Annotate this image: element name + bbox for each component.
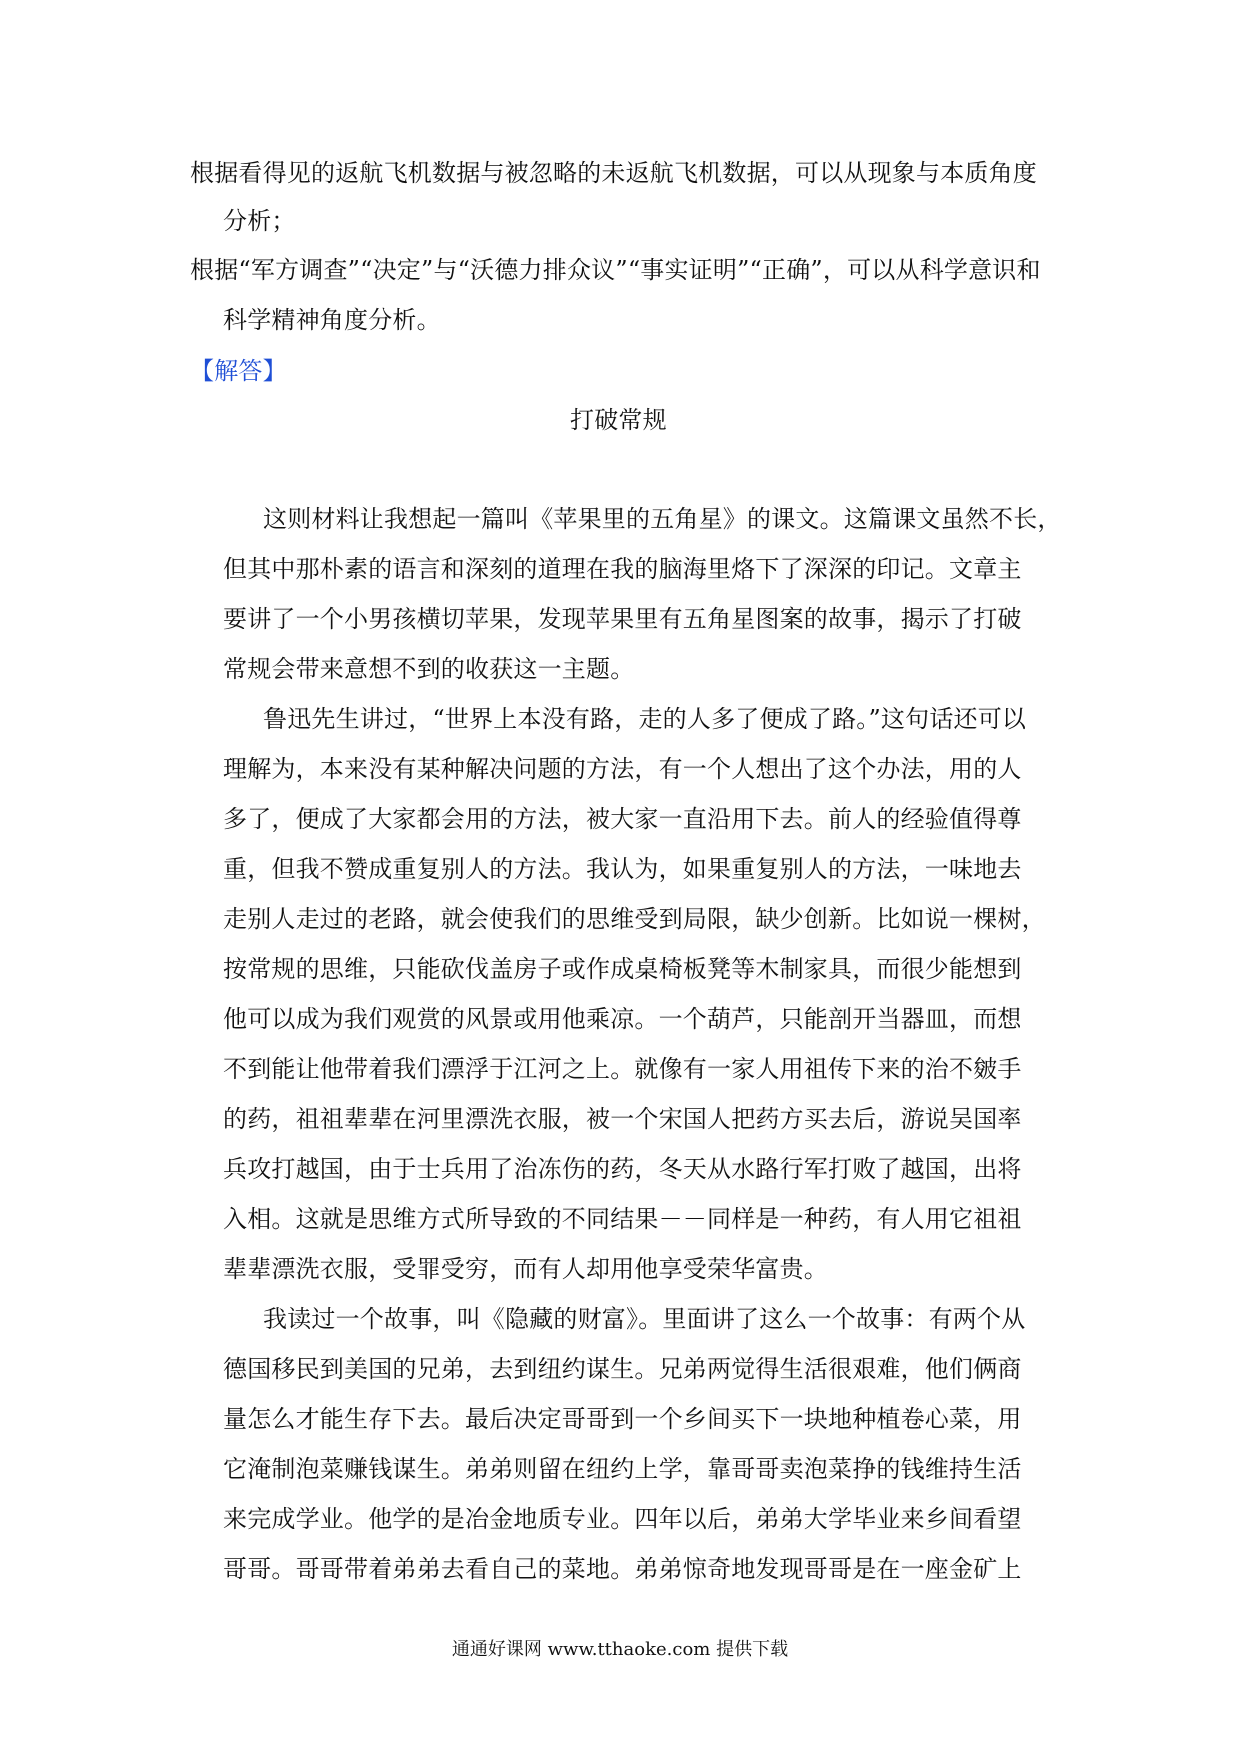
essay-paragraph-2-line-4: 重，但我不赞成重复别人的方法。我认为，如果重复别人的方法，一味地去: [223, 855, 1022, 883]
essay-paragraph-2-line-8: 不到能让他带着我们漂浮于江河之上。就像有一家人用祖传下来的治不皴手: [223, 1055, 1022, 1083]
essay-paragraph-2-line-6: 按常规的思维，只能砍伐盖房子或作成桌椅板凳等木制家具，而很少能想到: [223, 955, 1022, 983]
essay-title: 打破常规: [570, 406, 667, 434]
essay-paragraph-3-line-3: 量怎么才能生存下去。最后决定哥哥到一个乡间买下一块地种植卷心菜，用: [223, 1405, 1022, 1433]
footer-text: 通通好课网 www.tthaoke.com 提供下载: [451, 1639, 789, 1660]
essay-paragraph-2-line-5: 走别人走过的老路，就会使我们的思维受到局限，缺少创新。比如说一棵树，: [223, 905, 1046, 933]
essay-paragraph-2-line-9: 的药，祖祖辈辈在河里漂洗衣服，被一个宋国人把药方买去后，游说吴国率: [223, 1105, 1022, 1133]
essay-paragraph-2-line-3: 多了，便成了大家都会用的方法，被大家一直沿用下去。前人的经验值得尊: [223, 805, 1022, 833]
analysis-line-2: 分析；: [223, 207, 296, 235]
analysis-line-4: 科学精神角度分析。: [223, 306, 441, 334]
essay-paragraph-3-line-4: 它淹制泡菜赚钱谋生。弟弟则留在纽约上学，靠哥哥卖泡菜挣的钱维持生活: [223, 1455, 1022, 1483]
analysis-line-3: 根据“军方调查”“决定”与“沃德力排众议”“事实证明”“正确”，可以从科学意识和: [190, 256, 1041, 284]
essay-paragraph-2-line-11: 入相。这就是思维方式所导致的不同结果－－同样是一种药，有人用它祖祖: [223, 1205, 1022, 1233]
answer-label: 【解答】: [190, 357, 287, 385]
essay-paragraph-1-line-3: 要讲了一个小男孩横切苹果，发现苹果里有五角星图案的故事，揭示了打破: [223, 605, 1022, 633]
essay-paragraph-2-line-2: 理解为，本来没有某种解决问题的方法，有一个人想出了这个办法，用的人: [223, 755, 1022, 783]
essay-paragraph-2-line-10: 兵攻打越国，由于士兵用了治冻伤的药，冬天从水路行军打败了越国，出将: [223, 1155, 1022, 1183]
essay-paragraph-1-line-2: 但其中那朴素的语言和深刻的道理在我的脑海里烙下了深深的印记。文章主: [223, 555, 1022, 583]
essay-paragraph-3-line-5: 来完成学业。他学的是冶金地质专业。四年以后，弟弟大学毕业来乡间看望: [223, 1505, 1022, 1533]
essay-paragraph-2-line-7: 他可以成为我们观赏的风景或用他乘凉。一个葫芦，只能剖开当器皿，而想: [223, 1005, 1022, 1033]
essay-paragraph-3-line-1: 我读过一个故事，叫《隐藏的财富》。里面讲了这么一个故事：有两个从: [263, 1305, 1026, 1333]
essay-paragraph-2-line-1: 鲁迅先生讲过，“世界上本没有路，走的人多了便成了路。”这句话还可以: [263, 705, 1027, 733]
essay-paragraph-1-line-4: 常规会带来意想不到的收获这一主题。: [223, 655, 635, 683]
essay-paragraph-3-line-2: 德国移民到美国的兄弟，去到纽约谋生。兄弟两觉得生活很艰难，他们俩商: [223, 1355, 1022, 1383]
essay-paragraph-1-line-1: 这则材料让我想起一篇叫《苹果里的五角星》的课文。这篇课文虽然不长，: [263, 505, 1062, 533]
essay-paragraph-2-line-12: 辈辈漂洗衣服，受罪受穷，而有人却用他享受荣华富贵。: [223, 1255, 828, 1283]
essay-paragraph-3-line-6: 哥哥。哥哥带着弟弟去看自己的菜地。弟弟惊奇地发现哥哥是在一座金矿上: [223, 1555, 1022, 1583]
analysis-line-1: 根据看得见的返航飞机数据与被忽略的未返航飞机数据，可以从现象与本质角度: [190, 159, 1037, 187]
